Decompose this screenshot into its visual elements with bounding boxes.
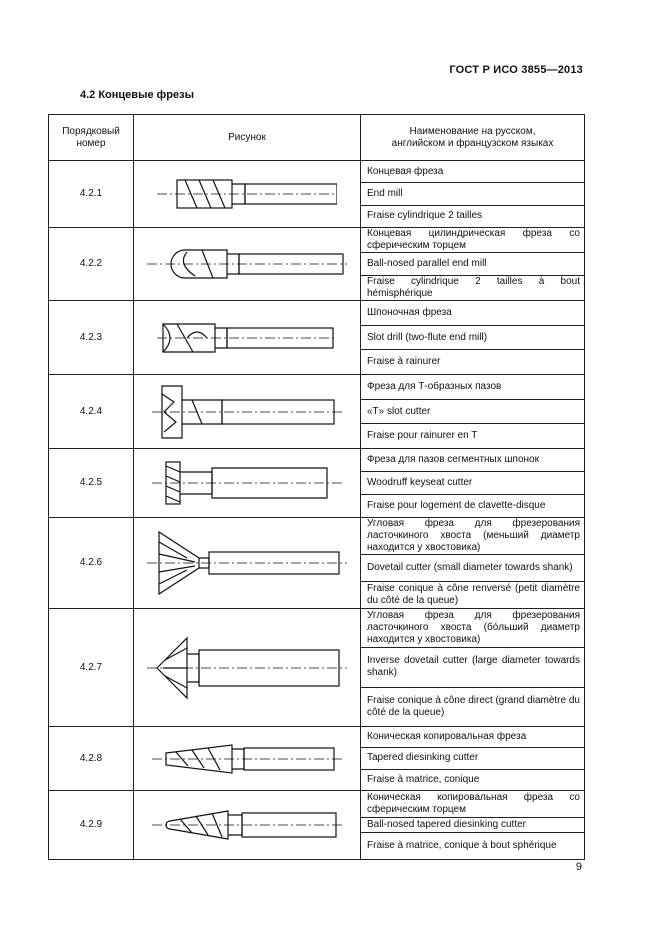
name-ru: Шпоночная фреза <box>361 301 584 326</box>
name-fr: Fraise conique à cône renversé (petit diamètre du côté de la queue) <box>367 583 580 606</box>
name-en: Ball-nosed tapered diesinking cutter <box>361 818 584 833</box>
name-ru: Угловая фреза для фрезерования ласточкиного хвоста (бóльший диаметр находится у хвостовика) <box>361 609 584 648</box>
table-row <box>49 518 585 609</box>
row-number: 4.2.3 <box>49 301 134 375</box>
row-number: 4.2.1 <box>49 161 134 228</box>
table-row <box>49 449 585 518</box>
row-figure <box>134 791 361 860</box>
row-number: 4.2.5 <box>49 449 134 518</box>
row-figure <box>134 518 361 609</box>
row-figure <box>134 727 361 791</box>
name-en: Slot drill (two-flute end mill) <box>361 326 584 351</box>
row-names <box>361 375 585 449</box>
slot-drill-icon <box>157 316 337 360</box>
row-figure <box>134 228 361 301</box>
t-slot-cutter-icon <box>152 382 342 442</box>
name-fr: Fraise à rainurer <box>367 356 441 368</box>
row-names <box>361 161 585 228</box>
name-en: Tapered diesinking cutter <box>361 748 584 769</box>
column-header-number: Порядковый номер <box>49 115 134 161</box>
name-fr: Fraise pour logement de clavette-disque <box>367 500 546 511</box>
row-figure <box>134 609 361 727</box>
row-names <box>361 727 585 791</box>
column-header-name: Наименование на русском, английском и французском языках <box>361 115 585 161</box>
table-header-row <box>49 115 585 161</box>
name-ru: Концевая цилиндрическая фреза со сферическим торцем <box>361 228 584 253</box>
row-number: 4.2.8 <box>49 727 134 791</box>
name-ru: Коническая копировальная фреза со сферическим торцем <box>361 791 584 818</box>
table-row <box>49 791 585 860</box>
name-ru: Фреза для пазов сегментных шпонок <box>361 449 584 472</box>
inverse-dovetail-cutter-icon <box>147 628 347 708</box>
name-en: End mill <box>361 183 584 205</box>
name-ru: Коническая копировальная фреза <box>361 727 584 748</box>
row-number: 4.2.9 <box>49 791 134 860</box>
name-ru: Фреза для Т-образных пазов <box>361 375 584 400</box>
dovetail-cutter-icon <box>147 528 347 598</box>
name-en: Dovetail cutter (small diameter towards shank) <box>361 555 584 582</box>
row-number: 4.2.6 <box>49 518 134 609</box>
row-figure <box>134 449 361 518</box>
row-number: 4.2.2 <box>49 228 134 301</box>
name-fr: Fraise cylindrique 2 tailles <box>367 210 483 222</box>
name-fr: Fraise conique à cône direct (grand diamètre du côté de la queue) <box>367 694 580 718</box>
row-names <box>361 609 585 727</box>
name-ru: Угловая фреза для фрезерования ласточкиного хвоста (меньший диаметр находится у хвостовика) <box>361 518 584 555</box>
tapered-diesinking-cutter-icon <box>152 739 342 779</box>
table-row <box>49 609 585 727</box>
row-names <box>361 791 585 860</box>
table-row <box>49 375 585 449</box>
row-figure <box>134 375 361 449</box>
table-row <box>49 301 585 375</box>
name-en: Inverse dovetail cutter (large diameter towards shank) <box>361 648 584 687</box>
column-header-figure: Рисунок <box>134 115 361 161</box>
cutter-table <box>48 114 585 860</box>
name-fr: Fraise cylindrique 2 tailles à bout hémisphérique <box>367 276 580 299</box>
table-row <box>49 228 585 301</box>
row-figure <box>134 301 361 375</box>
row-names <box>361 518 585 609</box>
ball-nosed-mill-icon <box>147 242 347 286</box>
standard-header: ГОСТ Р ИСО 3855—2013 <box>449 64 583 76</box>
row-number: 4.2.4 <box>49 375 134 449</box>
name-fr: Fraise à matrice, conique <box>367 773 480 785</box>
ball-nosed-tapered-cutter-icon <box>152 803 342 847</box>
end-mill-icon <box>157 174 337 214</box>
row-names <box>361 449 585 518</box>
name-en: Ball-nosed parallel end mill <box>361 253 584 276</box>
section-title: 4.2 Концевые фрезы <box>80 89 194 101</box>
row-figure <box>134 161 361 228</box>
name-ru: Концевая фреза <box>361 161 584 183</box>
table-row <box>49 727 585 791</box>
name-en: Woodruff keyseat cutter <box>361 472 584 495</box>
row-names <box>361 228 585 301</box>
page-number: 9 <box>575 861 582 873</box>
name-en: «T» slot cutter <box>361 400 584 425</box>
name-fr: Fraise à matrice, conique à bout sphérique <box>367 840 557 851</box>
woodruff-cutter-icon <box>152 458 342 508</box>
row-number: 4.2.7 <box>49 609 134 727</box>
name-fr: Fraise pour rainurer en T <box>367 430 478 442</box>
table-row <box>49 161 585 228</box>
row-names <box>361 301 585 375</box>
